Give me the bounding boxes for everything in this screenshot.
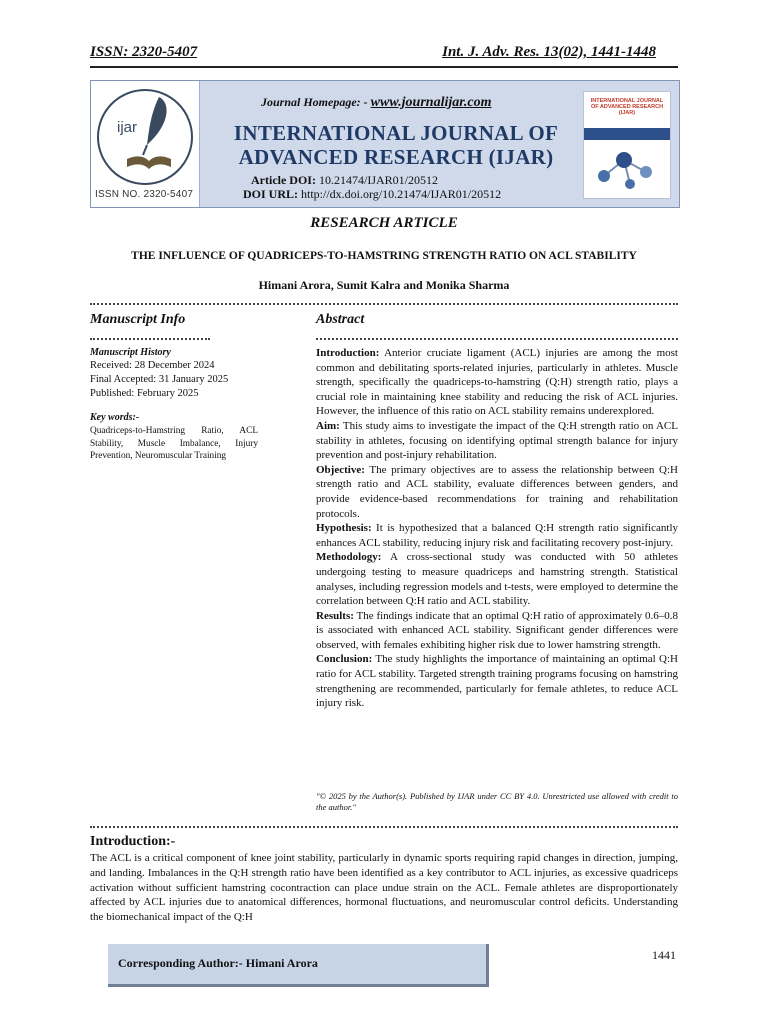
issn-header: ISSN: 2320-5407 bbox=[90, 44, 198, 60]
abstract-dots bbox=[316, 338, 678, 340]
abstract-hypothesis bbox=[316, 521, 678, 550]
abstract-introduction bbox=[316, 346, 678, 419]
accepted-date: Final Accepted: 31 January 2025 bbox=[90, 374, 229, 385]
paper-title: THE INFLUENCE OF QUADRICEPS-TO-HAMSTRING STRENGTH RATIO ON ACL STABILITY bbox=[131, 250, 637, 262]
abstract-label: Hypothesis: bbox=[316, 522, 372, 535]
abstract-body bbox=[316, 346, 678, 711]
abstract-conclusion bbox=[316, 652, 678, 710]
journal-title-line1: INTERNATIONAL JOURNAL OF bbox=[233, 121, 559, 145]
abstract-results bbox=[316, 609, 678, 653]
author-list: Himani Arora, Sumit Kalra and Monika Sharma bbox=[258, 278, 510, 292]
article-doi bbox=[251, 173, 438, 188]
abstract-label: Methodology: bbox=[316, 551, 382, 564]
page-number: 1441 bbox=[652, 948, 676, 962]
introduction-text: The ACL is a critical component of knee joint stability, particularly in dynamic sports requiring rapid changes in direction, jumping, and landing. Imbalances in the Q:H strength ratio have been identified as a key contributor to ACL injuries, as excessive quadriceps activation without sufficient hamstring cocontraction can place undue strain on the ACL. Female athletes are disproportionately affected by ACL injuries due to anatomical differences, hormonal fluctuations, and neuromuscular control deficits. Understanding the biomechanical impact of the Q:H bbox=[90, 852, 678, 924]
abstract-text: Anterior cruciate ligament (ACL) injuries are among the most common and debilitating sports-related injuries, particularly in athletes. Muscle strength, specifically the quadriceps-to-hamstring (Q:H) strength ratio, plays a crucial role in maintaining knee stability and reducing the risk of ACL injuries. However, the influence of this ratio on ACL stability remains underexplored. bbox=[316, 347, 678, 418]
doi-value: 10.21474/IJAR01/20512 bbox=[315, 173, 438, 187]
abstract-text: This study aims to investigate the impact of the Q:H strength ratio on ACL stability in athletes, focusing on identifying optimal strength balance for injury prevention and post-injury rehabilitation. bbox=[316, 419, 678, 462]
abstract-text: The study highlights the importance of maintaining an optimal Q:H ratio for ACL stability. Targeted strength training programs focusing on hamstring strengthening are recommended, particularly for female athletes, to reduce ACL injury risk. bbox=[316, 653, 678, 710]
published-date: Published: February 2025 bbox=[90, 388, 199, 399]
copyright-notice: "© 2025 by the Author(s). Published by IJAR under CC BY 4.0. Unrestricted use allowed with credit to the author." bbox=[316, 791, 678, 812]
manuscript-history-heading: Manuscript History bbox=[90, 347, 171, 358]
abstract-text: The findings indicate that an optimal Q:H ratio of approximately 0.6–0.8 is associated with enhanced ACL stability. Significant gender differences were observed, with females exhibiting higher risk due to lower hamstring strength. bbox=[316, 609, 678, 651]
homepage-label: Journal Homepage: - bbox=[261, 95, 371, 109]
article-type: RESEARCH ARTICLE bbox=[310, 215, 458, 231]
doi-label: Article DOI: bbox=[251, 173, 316, 187]
abstract-text: The primary objectives are to assess the relationship between Q:H strength ratio and ACL stability, evaluate differences between genders, and provide evidence-based recommendations for training and rehabilitation protocols. bbox=[316, 463, 678, 520]
journal-reference: Int. J. Adv. Res. 13(02), 1441-1448 bbox=[442, 44, 656, 60]
abstract-label: Results: bbox=[316, 609, 354, 622]
header-rule bbox=[90, 66, 678, 68]
cover-band bbox=[584, 128, 670, 140]
molecule-image-icon bbox=[594, 146, 660, 190]
abstract-text: It is hypothesized that a balanced Q:H strength ratio significantly enhances ACL stability, reducing injury risk and facilitating recovery post-injury. bbox=[316, 522, 678, 549]
abstract-label: Aim: bbox=[316, 419, 340, 432]
abstract-methodology bbox=[316, 550, 678, 608]
abstract-label: Conclusion: bbox=[316, 653, 373, 666]
section-divider bbox=[90, 826, 678, 828]
abstract-objective bbox=[316, 463, 678, 521]
doi-url-link[interactable]: http://dx.doi.org/10.21474/IJAR01/20512 bbox=[298, 187, 502, 201]
abstract-aim bbox=[316, 419, 678, 463]
corresponding-author-box bbox=[108, 944, 489, 987]
keywords-list: Quadriceps-to-Hamstring Ratio, ACL Stability, Muscle Imbalance, Injury Prevention, Neuromuscular Training bbox=[90, 426, 258, 461]
corresponding-author: Corresponding Author:- Himani Arora bbox=[118, 956, 318, 970]
introduction-heading: Introduction:- bbox=[90, 834, 176, 849]
section-divider bbox=[90, 303, 678, 305]
manuscript-info-heading: Manuscript Info bbox=[90, 312, 186, 327]
logo-text: ijar bbox=[117, 119, 138, 136]
journal-homepage bbox=[261, 95, 492, 111]
doi-url bbox=[243, 187, 501, 202]
abstract-text: A cross-sectional study was conducted with 50 athletes undergoing testing to measure quadriceps and hamstring strength. Statistical analyses, including regression models and t-tests, were employed to determine the correlation between Q:H ratio and ACL stability. bbox=[316, 551, 678, 608]
journal-title-line2: ADVANCED RESEARCH (IJAR) bbox=[238, 145, 554, 169]
doi-url-label: DOI URL: bbox=[243, 187, 299, 201]
abstract-heading: Abstract bbox=[316, 312, 365, 327]
logo-issn: ISSN NO. 2320-5407 bbox=[95, 189, 194, 200]
abstract-label: Objective: bbox=[316, 463, 365, 476]
journal-cover-thumbnail bbox=[583, 91, 671, 199]
abstract-label: Introduction: bbox=[316, 347, 380, 359]
keywords-heading: Key words:- bbox=[90, 412, 140, 423]
homepage-link[interactable]: www.journalijar.com bbox=[370, 95, 492, 110]
cover-title: INTERNATIONAL JOURNAL OF ADVANCED RESEARCH (IJAR) bbox=[590, 98, 664, 116]
journal-logo bbox=[91, 81, 200, 207]
received-date: Received: 28 December 2024 bbox=[90, 360, 215, 371]
journal-banner bbox=[90, 80, 680, 208]
manuscript-info-dots bbox=[90, 338, 210, 340]
